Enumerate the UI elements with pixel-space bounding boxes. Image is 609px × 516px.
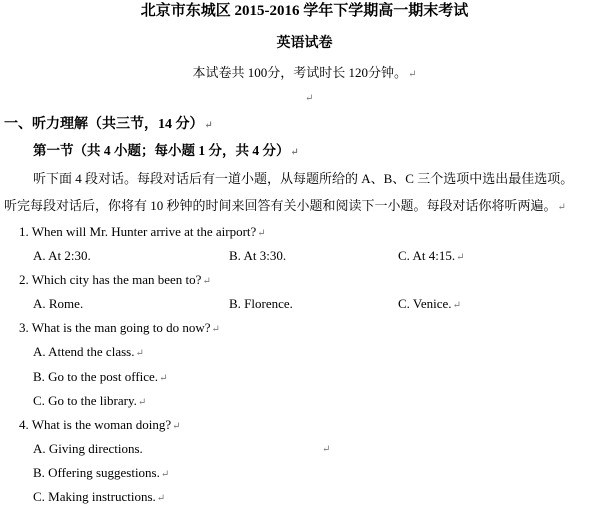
paragraph-mark-icon: ↵	[211, 324, 220, 335]
exam-info	[0, 65, 609, 83]
paragraph-mark-icon: ↵	[456, 252, 465, 263]
question-1-stem	[19, 224, 266, 242]
part-title	[33, 143, 299, 161]
paragraph-mark-icon: ↵	[160, 469, 170, 480]
question-2-stem	[19, 272, 211, 290]
question-1-option-b	[229, 248, 286, 264]
question-1-option-c	[398, 248, 464, 266]
paragraph-mark-icon: ↵	[156, 493, 166, 504]
option-text: B. Florence.	[229, 296, 293, 311]
exam-title-text: 北京市东城区 2015-2016 学年下学期高一期末考试	[140, 3, 469, 19]
instructions-line-2-text: 听完每段对话后，你将有 10 秒钟的时间来回答有关小题和阅读下一小题。每段对话你将听两遍。	[4, 198, 557, 213]
option-text: A. Rome.	[33, 296, 84, 311]
instructions-line-2	[4, 198, 566, 216]
section-title-text: 一、听力理解（共三节，14 分）	[4, 117, 204, 132]
option-text: B. At 3:30.	[229, 248, 287, 263]
option-text: B. Go to the post office.	[33, 369, 159, 384]
paragraph-mark-icon: ↵	[257, 228, 266, 239]
section-title	[4, 117, 213, 134]
option-text: B. Offering suggestions.	[33, 465, 160, 480]
paragraph-mark-icon: ↵	[557, 202, 566, 213]
option-text: C. Go to the library.	[33, 393, 137, 408]
option-text: C. Making instructions.	[33, 489, 156, 504]
option-text: C. Venice.	[398, 296, 452, 311]
question-2-option-c	[398, 296, 461, 314]
question-1-option-a	[33, 248, 91, 264]
paragraph-mark-icon: ↵	[305, 93, 314, 104]
question-2-option-b	[229, 296, 293, 312]
question-4-option-a	[33, 441, 143, 457]
question-4-stem-text: 4. What is the woman doing?	[19, 417, 172, 432]
exam-subject-text: 英语试卷	[276, 36, 333, 51]
instructions-line-1	[33, 171, 573, 187]
paragraph-mark-icon: ↵	[290, 147, 299, 158]
paragraph-mark-icon: ↵	[202, 276, 211, 287]
paragraph-mark-icon: ↵	[452, 300, 461, 311]
paragraph-mark-icon: ↵	[172, 421, 181, 432]
paragraph-mark-icon: ↵	[322, 444, 331, 455]
exam-info-text: 本试卷共 100分，考试时长 120分钟。	[192, 65, 408, 80]
exam-title	[0, 3, 609, 19]
question-4-stem	[19, 417, 181, 435]
exam-subject	[0, 36, 609, 52]
question-4-option-b	[33, 465, 169, 483]
question-2-option-a	[33, 296, 83, 312]
question-3-stem-text: 3. What is the man going to do now?	[19, 320, 211, 335]
option-text: A. Attend the class.	[33, 344, 135, 359]
paragraph-mark-icon: ↵	[137, 397, 147, 408]
question-1-stem-text: 1. When will Mr. Hunter arrive at the airport?	[19, 224, 257, 239]
option-text: A. Giving directions.	[33, 441, 143, 456]
question-3-option-a	[33, 344, 144, 362]
instructions-line-1-text: 听下面 4 段对话。每段对话后有一道小题，从每题所给的 A、B、C 三个选项中选出最佳选项。	[33, 171, 574, 186]
part-title-text: 第一节（共 4 小题；每小题 1 分，共 4 分）	[33, 143, 290, 158]
option-text: C. At 4:15.	[398, 248, 456, 263]
paragraph-mark-icon: ↵	[159, 373, 168, 384]
paragraph-mark-icon: ↵	[135, 348, 144, 359]
paragraph-mark-icon: ↵	[204, 120, 213, 131]
question-4-option-c	[33, 489, 165, 507]
option-text: A. At 2:30.	[33, 248, 91, 263]
paragraph-mark-icon: ↵	[408, 69, 417, 80]
question-3-option-b	[33, 369, 167, 387]
question-2-stem-text: 2. Which city has the man been to?	[19, 272, 202, 287]
question-3-stem	[19, 320, 220, 338]
question-3-option-c	[33, 393, 146, 411]
